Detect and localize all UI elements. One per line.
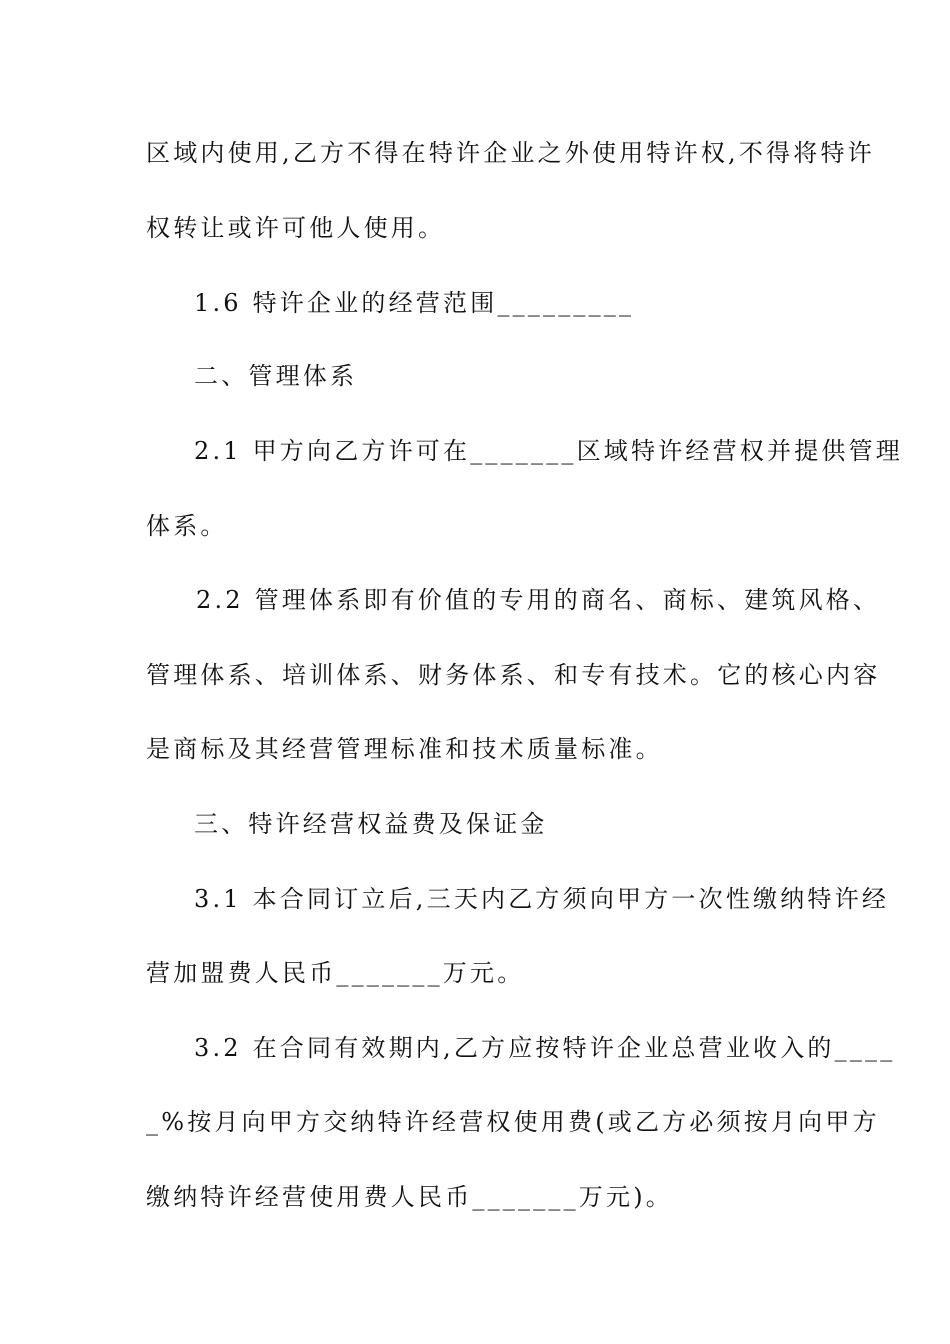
body-text-line: _%按月向甲方交纳特许经营权使用费(或乙方必须按月向甲方	[146, 1108, 880, 1136]
clause-3-1: 3.1 本合同订立后,三天内乙方须向甲方一次性缴纳特许经	[194, 885, 890, 913]
body-text-line: 体系。	[146, 512, 228, 540]
body-text-line: 权转让或许可他人使用。	[146, 214, 446, 242]
body-text-line: 是商标及其经营管理标准和技术质量标准。	[146, 735, 663, 763]
body-text-line: 营加盟费人民币_______万元。	[146, 959, 525, 987]
clause-2-2: 2.2 管理体系即有价值的专用的商名、商标、建筑风格、	[196, 586, 881, 614]
clause-3-2: 3.2 在合同有效期内,乙方应按特许企业总营业收入的____	[194, 1034, 896, 1062]
section-heading-2: 二、管理体系	[194, 362, 358, 390]
clause-1-6: 1.6 特许企业的经营范围_________	[194, 289, 635, 317]
body-text-line: 区域内使用,乙方不得在特许企业之外使用特许权,不得将特许	[146, 139, 875, 167]
body-text-line: 缴纳特许经营使用费人民币_______万元)。	[146, 1183, 673, 1211]
section-heading-3: 三、特许经营权益费及保证金	[194, 810, 548, 838]
clause-2-1: 2.1 甲方向乙方许可在_______区域特许经营权并提供管理	[194, 437, 903, 465]
body-text-line: 管理体系、培训体系、财务体系、和专有技术。它的核心内容	[146, 661, 881, 689]
